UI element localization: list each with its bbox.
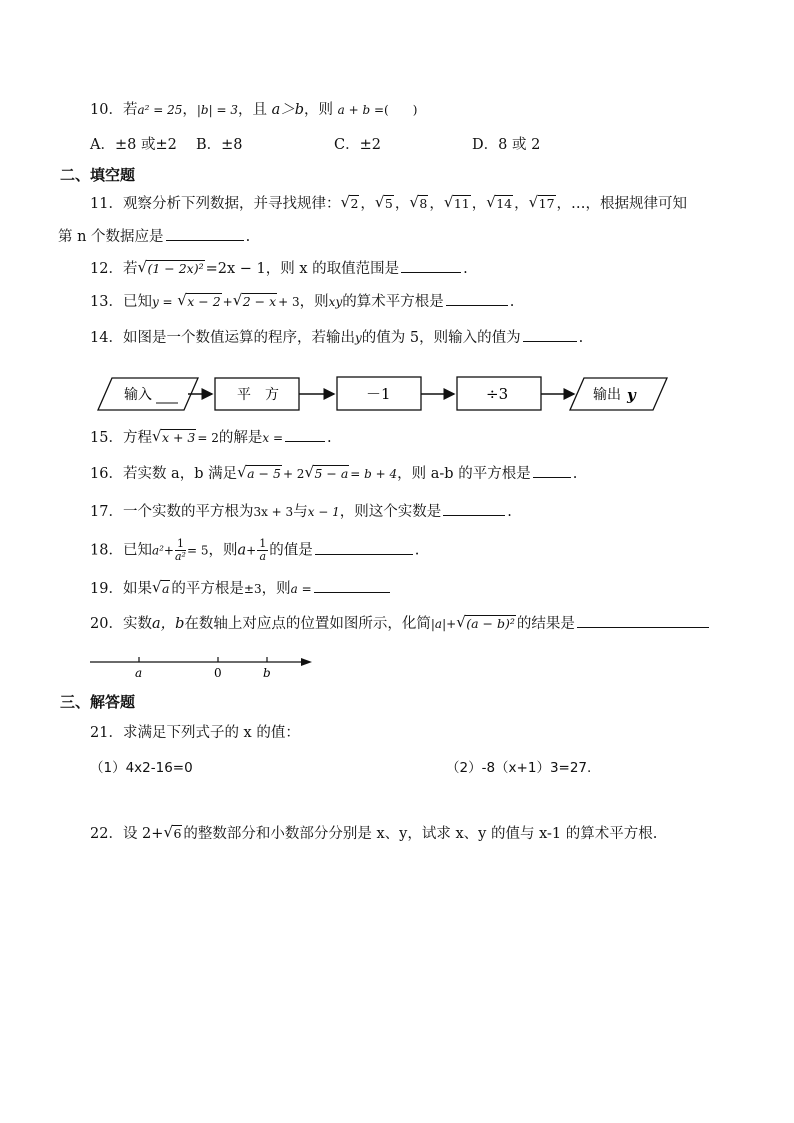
- q12-answer-blank[interactable]: [401, 258, 461, 273]
- q13-answer-blank[interactable]: [446, 291, 508, 306]
- q15-stem: 15．方程√ x + 3 = 2的解是x = .: [90, 427, 332, 449]
- flow-divide-label: ÷3: [486, 385, 509, 403]
- q18-stem: 18．已知a²+ $\frac{1}{\text{a²}}$ = 5，则a+ $\frac{1}{a}$ 的值是 .: [90, 537, 420, 563]
- axis-label-zero: 0: [214, 666, 222, 680]
- q16-answer-blank[interactable]: [533, 463, 571, 478]
- flow-output-box: [570, 378, 667, 410]
- flow-input-label: 输入: [124, 387, 152, 403]
- q17-stem: 17．一个实数的平方根为3x + 3与x − 1，则这个实数是 .: [90, 501, 512, 523]
- q10-number: 10．: [90, 102, 123, 118]
- q19-stem: 19．如果√ a 的平方根是±3，则a =: [90, 578, 392, 600]
- flow-divide-box: [457, 377, 541, 410]
- flow-square-label: 平 方: [237, 387, 279, 403]
- flow-input-box: [98, 378, 198, 410]
- q20-stem: 20．实数a，b在数轴上对应点的位置如图所示，化简|a|+√ (a − b)² 的结果是: [90, 613, 711, 635]
- q20-answer-blank[interactable]: [577, 613, 709, 628]
- q10-option-d: D．8 或 2: [472, 137, 541, 153]
- q22-stem: 22．设 2+√ 6 的整数部分和小数部分分别是 x、y，试求 x、y 的值与 x-1 的算术平方根.: [90, 823, 657, 845]
- q11-line2: 第 n 个数据应是 .: [58, 226, 250, 248]
- q14-stem: 14．如图是一个数值运算的程序，若输出y的值为 5，则输入的值为 .: [90, 327, 583, 349]
- flow-output-label: 输出: [593, 387, 621, 403]
- q14-answer-blank[interactable]: [523, 327, 577, 342]
- axis-label-b: b: [263, 666, 271, 680]
- flow-square-box: [215, 378, 299, 410]
- q10-stem: 10．若a² = 25，|b| = 3，且 a＞b，则 a + b =( ): [90, 102, 418, 118]
- q17-answer-blank[interactable]: [443, 501, 505, 516]
- flow-minus-label: －1: [366, 385, 391, 403]
- flow-minus-box: [337, 377, 421, 410]
- q16-stem: 16．若实数 a，b 满足√ a − 5 + 2√ 5 − a = b + 4，则 a-b 的平方根是 .: [90, 463, 577, 485]
- section-title-solve: 三、解答题: [60, 693, 136, 711]
- q21-part1: （1）4x2-16=0: [90, 760, 193, 776]
- q10-option-c: C．±2: [334, 137, 381, 153]
- q10-option-a: A．±8 或±2: [90, 137, 177, 153]
- flow-output-var: y: [627, 386, 636, 404]
- q19-answer-blank[interactable]: [314, 578, 390, 593]
- axis-label-a: a: [135, 666, 143, 680]
- q18-answer-blank[interactable]: [315, 540, 413, 555]
- q15-answer-blank[interactable]: [285, 427, 325, 442]
- q12-stem: 12．若√ (1 − 2x)² =2x − 1，则 x 的取值范围是 .: [90, 258, 468, 280]
- q11-stem: 11．观察分析下列数据，并寻找规律：√ 2 ，√ 5 ，√ 8 ，√ 11 ，√ 14 ，√ 17 ，…，根据规律可知: [90, 193, 687, 215]
- q21-part2: （2）-8（x+1）3=27.: [446, 760, 592, 776]
- q21-stem: 21．求满足下列式子的 x 的值：: [90, 725, 300, 741]
- q11-answer-blank[interactable]: [166, 226, 244, 241]
- section-title-fill: 二、填空题: [60, 166, 136, 184]
- q13-stem: 13．已知y = √ x − 2 +√ 2 − x + 3，则xy的算术平方根是 .: [90, 291, 514, 313]
- axis-arrow: [301, 658, 312, 666]
- q10-option-b: B．±8: [196, 137, 243, 153]
